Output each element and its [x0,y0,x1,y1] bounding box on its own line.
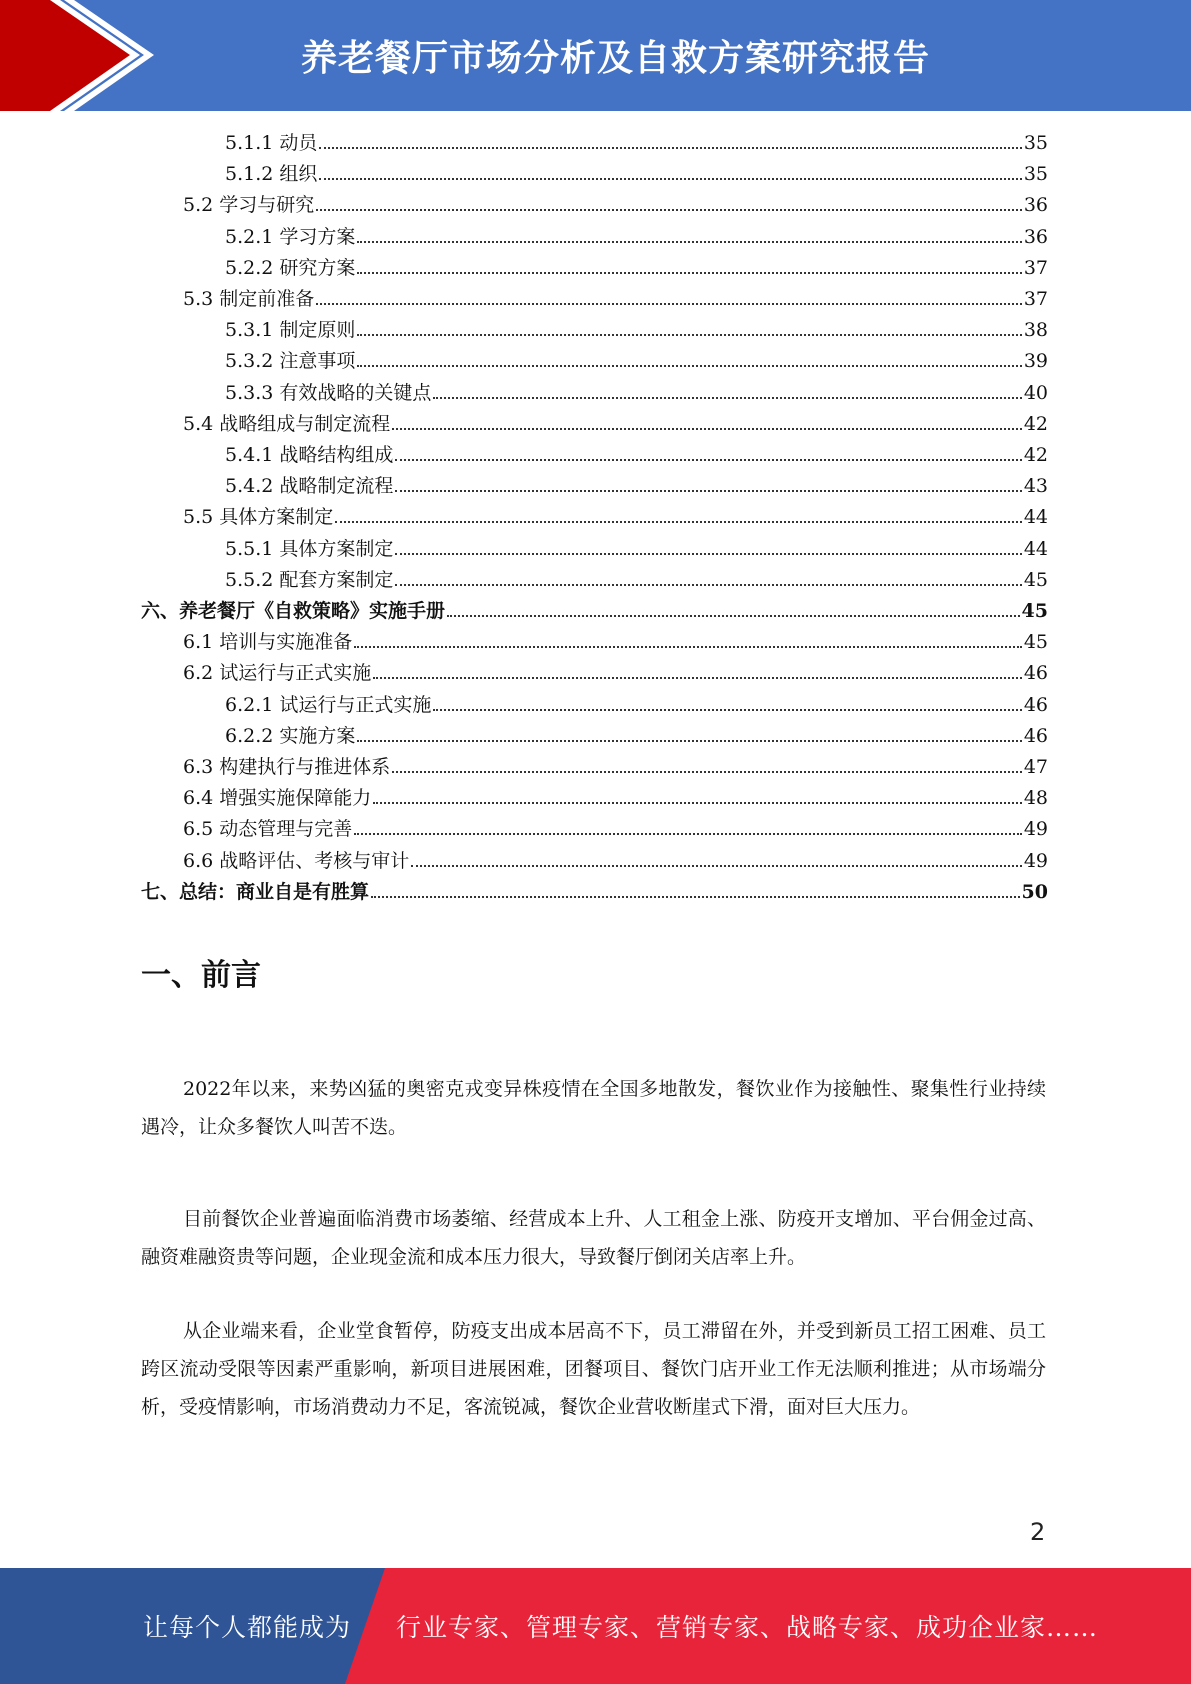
toc-entry-page: 43 [1023,475,1048,498]
paragraph-1: 2022年以来，来势凶猛的奥密克戎变异株疫情在全国多地散发，餐饮业作为接触性、聚集性行业持续遇冷，让众多餐饮人叫苦不迭。 [141,1078,1046,1138]
toc-entry-page: 50 [1021,880,1048,903]
toc-leader-dots [357,334,1021,336]
toc-leader-dots [319,178,1021,180]
toc-entry-label: 6.2.2 实施方案 [225,724,356,747]
toc-leader-dots [357,241,1021,243]
toc-entry-page: 37 [1023,288,1048,310]
toc-entry-label: 5.4.1 战略结构组成 [225,444,394,466]
toc-leader-dots [354,833,1022,835]
toc-entry-page: 49 [1023,818,1048,841]
toc-entry-label: 六、养老餐厅《自救策略》实施手册 [141,600,446,622]
toc-entry-page: 45 [1023,568,1048,591]
section-heading: 一、前言 [141,958,261,993]
toc-leader-dots [395,584,1021,586]
toc-entry-page: 47 [1023,756,1048,778]
toc-entry[interactable] [225,567,1048,593]
toc-leader-dots [371,896,1020,898]
toc-entry[interactable] [225,442,1048,468]
toc-entry[interactable] [183,754,1048,780]
toc-entry-label: 6.2 试运行与正式实施 [183,662,372,685]
toc-entry[interactable] [183,848,1048,874]
toc-entry-label: 5.3.3 有效战略的关键点 [225,381,432,404]
toc-entry[interactable] [225,380,1048,406]
toc-entry-label: 5.3.1 制定原则 [225,319,356,342]
toc-leader-dots [433,397,1021,399]
toc-leader-dots [335,521,1022,523]
toc-entry-label: 6.5 动态管理与完善 [183,818,353,841]
toc-entry-label: 5.2 学习与研究 [183,194,315,217]
toc-entry-page: 46 [1023,662,1048,685]
toc-entry-label: 5.2.2 研究方案 [225,256,356,279]
paragraph-2: 目前餐饮企业普遍面临消费市场萎缩、经营成本上升、人工租金上涨、防疫开支增加、平台佣金过高、融资难融资贵等问题，企业现金流和成本压力很大，导致餐厅倒闭关店率上升。 [141,1208,1046,1268]
toc-entry-label: 5.1.2 组织 [225,163,318,186]
toc-entry-label: 5.3.2 注意事项 [225,350,356,373]
toc-entry[interactable] [183,286,1048,312]
footer-slogan-left: 让每个人都能成为 [143,1613,352,1642]
toc-entry-page: 45 [1023,631,1048,654]
toc-leader-dots [392,771,1022,773]
toc-entry-page: 37 [1023,256,1048,279]
toc-leader-dots [395,490,1021,492]
toc-entry-page: 45 [1021,600,1048,622]
toc-entry[interactable] [183,411,1048,437]
toc-entry-page: 44 [1023,506,1048,529]
toc-entry[interactable] [225,130,1048,156]
toc-leader-dots [357,740,1021,742]
toc-entry-label: 5.2.1 学习方案 [225,225,356,248]
toc-entry-label: 5.3 制定前准备 [183,288,315,310]
toc-entry-label: 6.1 培训与实施准备 [183,631,353,654]
toc-entry-page: 44 [1023,537,1048,560]
toc-entry-label: 6.3 构建执行与推进体系 [183,756,391,778]
toc-leader-dots [433,709,1021,711]
toc-entry-label: 5.4 战略组成与制定流程 [183,412,391,435]
toc-entry[interactable] [183,660,1048,686]
toc-entry[interactable] [225,255,1048,281]
toc-entry[interactable] [141,598,1048,624]
toc-leader-dots [392,428,1022,430]
toc-leader-dots [447,615,1020,617]
toc-entry[interactable] [225,536,1048,562]
toc-entry-page: 39 [1023,350,1048,373]
toc-entry-page: 35 [1023,163,1048,186]
toc-leader-dots [357,272,1021,274]
toc-entry-label: 5.5.2 配套方案制定 [225,568,394,591]
toc-leader-dots [395,553,1021,555]
toc-leader-dots [319,147,1021,149]
toc-entry-label: 5.1.1 动员 [225,132,318,154]
toc-leader-dots [357,365,1021,367]
toc-entry[interactable] [225,723,1048,749]
toc-entry[interactable] [225,473,1048,499]
toc-entry[interactable] [183,629,1048,655]
page-number: 2 [1030,1518,1046,1546]
page-footer [0,1568,1191,1684]
toc-entry-label: 6.4 增强实施保障能力 [183,787,372,810]
toc-entry[interactable] [225,692,1048,718]
toc-entry[interactable] [225,348,1048,374]
toc-entry-label: 6.6 战略评估、考核与审计 [183,849,410,872]
footer-slogan-right: 行业专家、管理专家、营销专家、战略专家、成功企业家…… [396,1613,1099,1642]
toc-entry-page: 40 [1023,381,1048,404]
toc-entry-label: 5.5.1 具体方案制定 [225,537,394,560]
toc-entry-page: 49 [1023,849,1048,872]
page-header [0,0,1191,111]
toc-entry-page: 42 [1023,412,1048,435]
toc-entry-page: 46 [1023,693,1048,716]
toc-entry-page: 36 [1023,194,1048,217]
toc-leader-dots [316,209,1022,211]
toc-entry-page: 38 [1023,319,1048,342]
toc-leader-dots [373,677,1022,679]
toc-entry-label: 5.4.2 战略制定流程 [225,475,394,498]
toc-entry[interactable] [225,317,1048,343]
toc-entry-page: 36 [1023,225,1048,248]
toc-leader-dots [395,459,1021,461]
toc-leader-dots [316,303,1022,305]
toc-entry-page: 46 [1023,724,1048,747]
report-title: 养老餐厅市场分析及自救方案研究报告 [300,38,930,79]
toc-entry-page: 48 [1023,787,1048,810]
toc-entry-label: 5.5 具体方案制定 [183,506,334,529]
toc-entry[interactable] [183,816,1048,842]
paragraph-3: 从企业端来看，企业堂食暂停，防疫支出成本居高不下，员工滞留在外，并受到新员工招工困难、员工跨区流动受限等因素严重影响，新项目进展困难，团餐项目、餐饮门店开业工作无法顺利推进；从市场端分析，受疫情影响，市场消费动力不足，客流锐减，餐饮企业营收断崖式下滑，面对巨大压力。 [141,1320,1046,1418]
toc-entry-label: 6.2.1 试运行与正式实施 [225,693,432,716]
toc-entry-page: 42 [1023,444,1048,466]
toc-entry[interactable] [183,504,1048,530]
toc-leader-dots [354,646,1022,648]
toc-entry[interactable] [183,785,1048,811]
toc-leader-dots [373,802,1022,804]
toc-entry-label: 七、总结：商业自是有胜算 [141,880,370,903]
toc-entry[interactable] [141,879,1048,905]
toc-entry-page: 35 [1023,132,1048,154]
toc-leader-dots [411,865,1022,867]
toc-entry[interactable] [225,224,1048,250]
toc-entry[interactable] [183,192,1048,218]
toc-entry[interactable] [225,161,1048,187]
